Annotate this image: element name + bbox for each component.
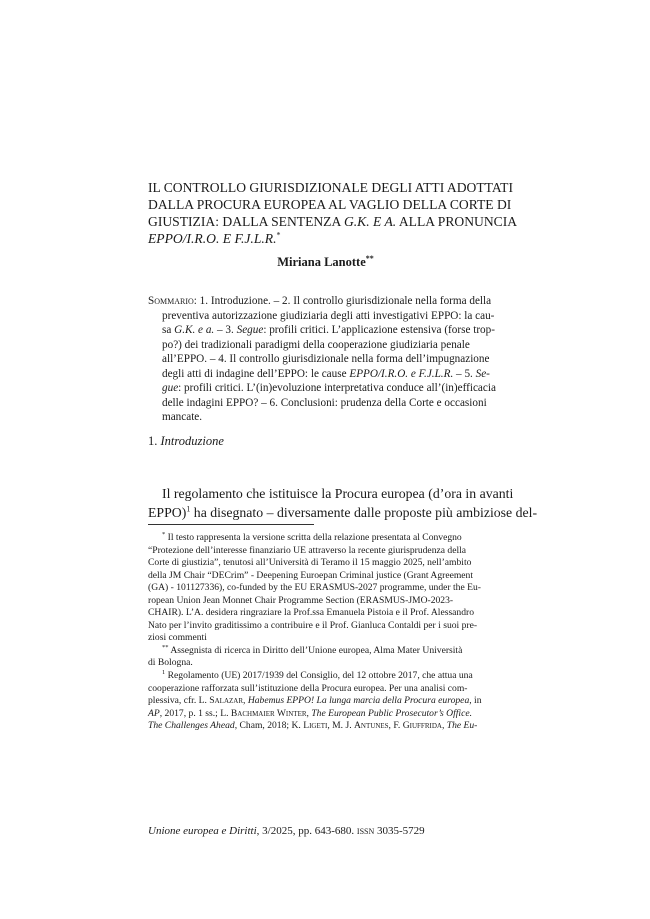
summary-line: Sommario: 1. Introduzione. – 2. Il controllo giurisdizionale nella forma della (148, 295, 492, 307)
summary (148, 294, 505, 425)
footnote-line: della JM Chair “DECrim” - Deepening Euroepan Criminal justice (Grant Agreement (148, 569, 474, 581)
title-line: GIUSTIZIA: DALLA SENTENZA G.K. E A. ALLA PRONUNCIA (148, 214, 518, 229)
summary-line: po?) dei tradizionali paradigmi della cooperazione giudiziaria penale (162, 338, 470, 351)
footnote-marker[interactable]: * (276, 230, 281, 240)
summary-line: gue: profili critici. L’(in)evoluzione interpretativa conduce all’(in)efficacia (162, 382, 496, 394)
title-line: IL CONTROLLO GIURISDIZIONALE DEGLI ATTI ADOTTATI (148, 180, 513, 195)
footnotes (148, 532, 505, 733)
section-heading: 1. Introduzione (148, 434, 224, 448)
footnote-separator (148, 524, 314, 525)
footnote-line: $^1$ Regolamento (UE) 2017/1939 del Consiglio, del 12 ottobre 2017, che attua una (162, 668, 473, 682)
footnote-line: plessiva, cfr. L. Salazar, Habemus EPPO! La lunga marcia della Procura europea, in (148, 695, 482, 707)
summary-line: sa G.K. e a. – 3. Segue: profili critici. L’applicazione estensiva (forse trop- (162, 324, 495, 336)
summary-line: preventiva autorizzazione giudiziaria degli atti investigativi EPPO: la cau- (162, 309, 495, 322)
summary-line: mancate. (162, 411, 203, 423)
page-footer: Unione europea e Diritti, 3/2025, pp. 643-680. issn 3035-5729 (148, 825, 425, 837)
footnote-line: ** Assegnista di ricerca in Diritto dell’Unione europea, Alma Mater Università (162, 643, 463, 656)
summary-line: all’EPPO. – 4. Il controllo giurisdizionale nella forma dell’impugnazione (162, 353, 490, 365)
footnote-line: AP, 2017, p. 1 ss.; L. Bachmaier Winter, The European Public Prosecutor’s Office. (148, 707, 472, 719)
title-line: DALLA PROCURA EUROPEA AL VAGLIO DELLA CORTE DI (148, 197, 512, 212)
footnote-marker[interactable]: ** (365, 253, 374, 263)
body-line: EPPO)$^1$ ha disegnato – diversamente dalle proposte più ambiziose del- (148, 503, 538, 520)
footnote-line: ropean Union Jean Monnet Chair Programme Section (ERASMUS-JMO-2023- (148, 594, 454, 606)
footnote-line: ziosi commenti (148, 632, 207, 644)
summary-line: delle indagini EPPO? – 6. Conclusioni: prudenza della Corte e occasioni (162, 396, 487, 409)
footnote-line: di Bologna. (148, 657, 193, 669)
author-name: Miriana Lanotte** (277, 253, 374, 269)
footnote-line: Nato per l’invito graditissimo a contribuire e il Prof. Gianluca Contaldi per i suoi pre- (148, 619, 478, 631)
footnote-line: cooperazione rafforzata sull’istituzione della Procura europea. Per una analisi com- (148, 682, 468, 694)
footnote-line: CHAIR). L’A. desidera ringraziare la Prof.ssa Emanuela Pistoia e il Prof. Alessandro (148, 607, 475, 619)
title-line: EPPO/I.R.O. E F.J.L.R.* (148, 230, 281, 246)
footnote-line: * Il testo rappresenta la versione scritta della relazione presentata al Convegno (162, 530, 462, 543)
body-text (148, 485, 538, 522)
body-line: Il regolamento che istituisce la Procura europea (d’ora in avanti (162, 486, 514, 501)
footnote-line: (GA) - 101127336), co-funded by the EU ERASMUS-2027 programme, under the Eu- (148, 582, 481, 594)
footnote-line: The Challenges Ahead, Cham, 2018; K. Ligeti, M. J. Antunes, F. Giuffrida, The Eu- (148, 720, 478, 732)
footnote-line: “Protezione dell’interesse finanziario UE attraverso la recente giurisprudenza della (148, 544, 467, 556)
summary-label: Sommario (148, 295, 194, 307)
footnote-line: Corte di giustizia”, tenutosi all’Università di Teramo il 15 maggio 2025, nell’ambito (148, 557, 472, 569)
footnote-marker[interactable]: 1 (186, 503, 191, 513)
summary-line: degli atti di indagine dell’EPPO: le cause EPPO/I.R.O. e F.J.L.R. – 5. Se- (162, 367, 490, 380)
article-title (148, 179, 518, 247)
